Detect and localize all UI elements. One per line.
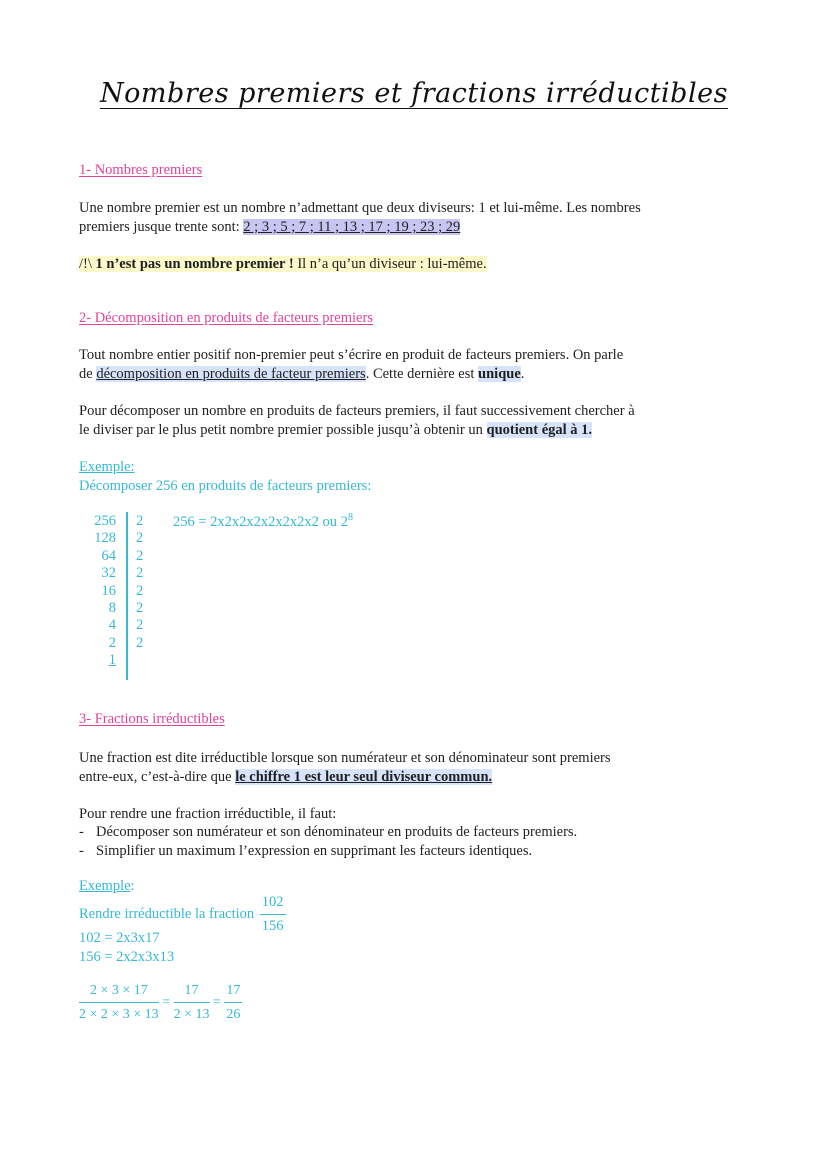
dividend: 128 <box>94 530 116 547</box>
dividends-column <box>70 513 116 670</box>
section1-paragraph <box>79 199 759 237</box>
divisor: 2 <box>136 600 144 617</box>
bullet-item: - Décomposer son numérateur et son dénominateur en produits de facteurs premiers. <box>79 824 578 840</box>
decomposition-156: 156 = 2x2x3x13 <box>79 949 175 965</box>
example2-label: Exemple: <box>79 878 135 894</box>
section3-heading: 3- Fractions irréductibles <box>79 711 225 727</box>
division-line <box>126 512 128 680</box>
dividend: 2 <box>108 634 116 651</box>
decomposition-highlight: décomposition en produits de facteur premiers <box>96 366 366 382</box>
unique-highlight: unique <box>478 366 521 382</box>
section3-paragraph1 <box>79 749 759 787</box>
example2-statement: Rendre irréductible la fraction $\frac{102}{156}$ <box>79 894 284 934</box>
divisor: 2 <box>136 530 144 547</box>
section1-line1: Une nombre premier est un nombre n’admettant que deux diviseurs: 1 et lui-même. Les nombres <box>79 200 641 216</box>
example2-decompositions <box>79 929 174 967</box>
dividend: 16 <box>101 582 116 599</box>
fraction-numerator: 17 <box>224 981 242 1003</box>
dividend: 32 <box>101 565 116 582</box>
section1-heading: 1- Nombres premiers <box>79 162 203 178</box>
fraction-denominator: 156 <box>261 918 284 934</box>
section1-line2: premiers jusque trente sont: 2 ; 3 ; 5 ; 7 ; 11 ; 13 ; 17 ; 19 ; 23 ; 29 <box>79 219 461 235</box>
divisor: 2 <box>136 617 144 634</box>
primes-highlight: 2 ; 3 ; 5 ; 7 ; 11 ; 13 ; 17 ; 19 ; 23 ; 29 <box>243 219 461 235</box>
divisor: 2 <box>136 634 144 651</box>
section2-p2-line1: Pour décomposer un nombre en produits de facteurs premiers, il faut successivement chercher à <box>79 403 635 419</box>
section2-p2-line2: le diviser par le plus petit nombre premier possible jusqu’à obtenir un quotient égal à 1. <box>79 422 593 438</box>
decomposition-102: 102 = 2x3x17 <box>79 930 160 946</box>
fraction-numerator: 2 × 3 × 17 <box>79 981 159 1003</box>
divisor: 2 <box>136 513 144 529</box>
section2-p1-line1: Tout nombre entier positif non-premier peut s’écrire en produit de facteurs premiers. On parle <box>79 347 624 363</box>
bullet-item: - Simplifier un maximum l’expression en supprimant les facteurs identiques. <box>79 843 533 859</box>
divisor: 2 <box>136 565 144 582</box>
dividend-final: 1 <box>108 652 116 669</box>
fraction-denominator: 26 <box>226 1007 241 1022</box>
section2-paragraph2 <box>79 402 759 440</box>
divisor: 2 <box>136 547 144 564</box>
example1 <box>79 458 371 496</box>
section3-intro: Pour rendre une fraction irréductible, il faut: <box>79 806 337 822</box>
section2-paragraph1 <box>79 346 759 384</box>
dividend: 64 <box>101 547 116 564</box>
section2-heading: 2- Décomposition en produits de facteurs premiers <box>79 310 373 326</box>
section3-p1-line2: entre-eux, c’est-à-dire que le chiffre 1 est leur seul diviseur commun. <box>79 769 493 785</box>
warning-line: /!\ 1 n’est pas un nombre premier ! Il n’a qu’un diviseur : lui-même. <box>79 256 487 272</box>
example1-label: Exemple: <box>79 459 135 475</box>
divisor: 2 <box>136 582 144 599</box>
page-title: Nombres premiers et fractions irréductibles <box>100 78 728 109</box>
common-divisor-highlight: le chiffre 1 est leur seul diviseur commun. <box>235 769 493 785</box>
decomposition-result: 256 = 2x2x2x2x2x2x2x2 ou $2^8$ <box>173 512 353 530</box>
dividend: 256 <box>94 513 116 529</box>
section2-p1-line2: de décomposition en produits de facteur premiers. Cette dernière est unique. <box>79 366 525 382</box>
example1-text: Décomposer 256 en produits de facteurs premiers: <box>79 478 372 494</box>
simplification-equation: $\frac{2 \times 3 \times 17}{2 \times 2 \times 3 \times 13}$ = $\frac{17}{2 \times 13}$ = $\frac{17}{26}$ <box>79 983 241 1022</box>
dividend: 4 <box>108 617 116 634</box>
dividend: 8 <box>108 600 116 617</box>
fraction-numerator: 17 <box>174 981 210 1003</box>
divisors-column <box>136 513 156 652</box>
fraction-denominator: 2 × 13 <box>173 1007 210 1022</box>
section3-p1-line1: Une fraction est dite irréductible lorsque son numérateur et son dénominateur sont premiers <box>79 750 611 766</box>
fraction-denominator: 2 × 2 × 3 × 13 <box>79 1007 159 1022</box>
fraction-numerator: 102 <box>260 893 286 915</box>
quotient-highlight: quotient égal à 1. <box>486 422 593 438</box>
